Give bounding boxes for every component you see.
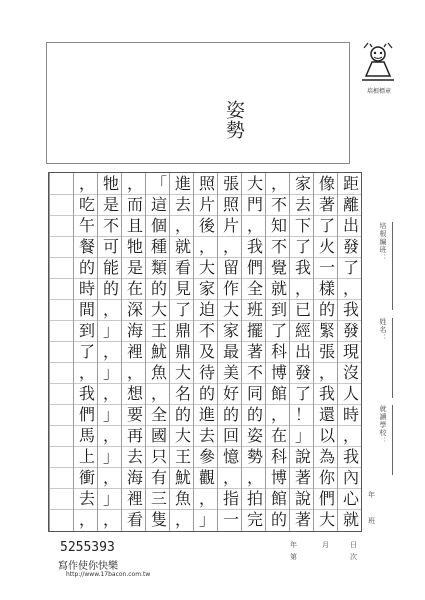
- grid-cell: 發: [294, 363, 311, 382]
- grid-cell: ，: [270, 405, 287, 424]
- grid-cell: 我: [342, 300, 359, 319]
- grid-cell: 」: [102, 489, 119, 508]
- grid-cell: 時: [342, 405, 359, 424]
- grid-cell: 作: [222, 279, 239, 298]
- grid-cell: 是: [126, 258, 143, 277]
- grid-cell: 魷: [150, 342, 167, 361]
- grid-column: [145, 173, 169, 531]
- grid-cell: 的: [246, 405, 263, 424]
- grid-cell: 牠: [102, 174, 119, 193]
- grid-cell: 已: [294, 300, 311, 319]
- grid-cell: 就: [174, 237, 191, 256]
- grid-cell: 了: [174, 300, 191, 319]
- grid-cell: 門: [246, 195, 263, 214]
- class-field-label: 培根編班：: [379, 222, 387, 262]
- grid-cell: 類: [150, 258, 167, 277]
- grid-cell: 你: [318, 468, 335, 487]
- grid-cell: ，: [126, 174, 143, 193]
- grid-cell: 三: [150, 489, 167, 508]
- grid-cell: ，: [102, 468, 119, 487]
- grid-cell: 的: [318, 300, 335, 319]
- grid-cell: 好: [222, 384, 239, 403]
- grid-cell: 科: [270, 447, 287, 466]
- grid-cell: ，: [78, 510, 95, 529]
- class-label: 班: [368, 517, 375, 525]
- grid-cell: 一: [318, 258, 335, 277]
- grid-cell: 看: [126, 510, 143, 529]
- grid-cell: ，: [294, 279, 311, 298]
- grid-cell: 進: [174, 174, 191, 193]
- grid-cell: 去: [174, 195, 191, 214]
- grid-cell: 隻: [150, 510, 167, 529]
- grid-cell: 只: [150, 447, 167, 466]
- grid-cell: 馬: [78, 426, 95, 445]
- grid-cell: 到: [78, 321, 95, 340]
- grid-column: [289, 173, 313, 531]
- grid-cell: 」: [102, 405, 119, 424]
- grid-cell: 還: [318, 405, 335, 424]
- grid-column: [169, 173, 193, 531]
- grid-cell: 發: [342, 237, 359, 256]
- grid-cell: ，: [102, 510, 119, 529]
- grid-cell: 是: [102, 195, 119, 214]
- footer-mark-month: 月: [322, 541, 329, 549]
- grid-cell: 不: [198, 321, 215, 340]
- grid-cell: 以: [318, 426, 335, 445]
- grid-cell: 見: [174, 279, 191, 298]
- grid-cell: 不: [270, 195, 287, 214]
- grid-cell: 大: [174, 426, 191, 445]
- grid-cell: 在: [126, 279, 143, 298]
- grid-cell: 去: [78, 489, 95, 508]
- grid-cell: 在: [270, 426, 287, 445]
- grid-cell: 美: [222, 363, 239, 382]
- footer-mark-index: 第: [290, 553, 297, 561]
- grid-cell: 發: [342, 321, 359, 340]
- grid-cell: 我: [246, 237, 263, 256]
- grid-cell: 館: [270, 384, 287, 403]
- grid-cell: 著: [294, 468, 311, 487]
- grid-cell: 」: [102, 321, 119, 340]
- grid-cell: 及: [198, 342, 215, 361]
- grid-cell: 的: [198, 384, 215, 403]
- grid-column: [121, 173, 145, 531]
- grid-cell: 不: [270, 237, 287, 256]
- grid-column: [193, 173, 217, 531]
- grid-cell: 去: [198, 426, 215, 445]
- grid-column: [73, 173, 97, 531]
- grid-cell: [53, 507, 73, 533]
- grid-cell: 能: [102, 258, 119, 277]
- grid-cell: 」: [102, 363, 119, 382]
- grid-cell: ，: [222, 237, 239, 256]
- title-frame: [46, 42, 350, 164]
- grid-cell: 姿: [246, 426, 263, 445]
- grid-cell: 想: [126, 384, 143, 403]
- footer-mark-year: 年: [290, 541, 297, 549]
- grid-cell: 可: [102, 237, 119, 256]
- grid-cell: 國: [150, 426, 167, 445]
- grid-cell: 進: [198, 405, 215, 424]
- grid-cell: 裡: [126, 489, 143, 508]
- grid-cell: 餐: [78, 237, 95, 256]
- grid-cell: ，: [126, 363, 143, 382]
- grid-cell: ，: [342, 279, 359, 298]
- grid-cell: 留: [222, 258, 239, 277]
- grid-cell: 心: [342, 489, 359, 508]
- grid-cell: 現: [342, 342, 359, 361]
- grid-cell: 鼎: [174, 321, 191, 340]
- grid-cell: ，: [342, 426, 359, 445]
- grid-cell: ，: [318, 363, 335, 382]
- grid-cell: 王: [150, 321, 167, 340]
- grid-cell: 說: [294, 447, 311, 466]
- grid-cell: 了: [294, 237, 311, 256]
- grid-cell: ，: [78, 174, 95, 193]
- grid-cell: 的: [150, 279, 167, 298]
- grid-cell: 指: [222, 489, 239, 508]
- grid-cell: 們: [318, 489, 335, 508]
- grid-cell: ，: [102, 342, 119, 361]
- grid-cell: 大: [222, 300, 239, 319]
- grid-cell: 完: [246, 510, 263, 529]
- grid-column: [49, 173, 73, 531]
- grid-cell: 看: [174, 258, 191, 277]
- grid-cell: 這: [150, 195, 167, 214]
- grid-cell: 博: [270, 468, 287, 487]
- grid-cell: 張: [222, 174, 239, 193]
- grid-cell: 大: [198, 258, 215, 277]
- grid-cell: 為: [318, 447, 335, 466]
- grid-cell: 樣: [318, 279, 335, 298]
- grid-column: [241, 173, 265, 531]
- grid-cell: 」: [198, 510, 215, 529]
- grid-cell: 了: [318, 216, 335, 235]
- school-field-line: [392, 405, 393, 475]
- grid-cell: 的: [222, 405, 239, 424]
- grid-cell: 王: [174, 447, 191, 466]
- footer-mark-times: 次: [350, 553, 357, 561]
- grid-cell: 著: [294, 510, 311, 529]
- grid-cell: 片: [222, 216, 239, 235]
- grid-cell: ，: [222, 468, 239, 487]
- grid-cell: 就: [270, 279, 287, 298]
- essay-title: 姿勢: [223, 100, 245, 140]
- grid-cell: 有: [150, 468, 167, 487]
- grid-cell: 了: [342, 258, 359, 277]
- grid-cell: 了: [294, 384, 311, 403]
- footer-mark-day: 日: [350, 541, 357, 549]
- grid-cell: 全: [150, 405, 167, 424]
- grid-cell: 片: [198, 195, 215, 214]
- grid-cell: 就: [342, 510, 359, 529]
- grid-cell: ，: [78, 363, 95, 382]
- grid-cell: 吃: [78, 195, 95, 214]
- grid-cell: 且: [126, 216, 143, 235]
- grid-cell: 的: [102, 279, 119, 298]
- logo-caption: 培根標章: [366, 88, 391, 95]
- grid-cell: 家: [294, 174, 311, 193]
- grid-cell: 拍: [246, 489, 263, 508]
- grid-column: [97, 173, 121, 531]
- grid-cell: 時: [78, 279, 95, 298]
- grid-cell: 我: [342, 447, 359, 466]
- grid-cell: 了: [270, 321, 287, 340]
- grid-cell: 我: [294, 258, 311, 277]
- grid-cell: 的: [270, 510, 287, 529]
- grid-cell: 照: [198, 174, 215, 193]
- grade-label: 年: [368, 491, 375, 499]
- grid-cell: 沒: [342, 363, 359, 382]
- grid-cell: 火: [318, 237, 335, 256]
- grid-cell: 大: [150, 300, 167, 319]
- grid-cell: ，: [246, 216, 263, 235]
- grid-cell: 名: [174, 384, 191, 403]
- grid-cell: 大: [174, 363, 191, 382]
- grid-cell: 觀: [198, 468, 215, 487]
- school-field-label: 就讀學校：: [379, 405, 387, 445]
- grid-cell: 種: [150, 237, 167, 256]
- grid-cell: 經: [294, 321, 311, 340]
- grid-cell: 擺: [246, 321, 263, 340]
- grid-cell: 憶: [222, 447, 239, 466]
- grid-column: [265, 173, 289, 531]
- grid-cell: 不: [246, 363, 263, 382]
- grid-cell: ，: [246, 468, 263, 487]
- grid-cell: 「: [150, 174, 167, 193]
- grid-cell: 下: [294, 216, 311, 235]
- grid-cell: 」: [102, 447, 119, 466]
- grid-cell: 到: [270, 300, 287, 319]
- grid-cell: 的: [174, 405, 191, 424]
- grid-cell: 最: [222, 342, 239, 361]
- grid-cell: 內: [342, 468, 359, 487]
- grid-cell: 而: [126, 195, 143, 214]
- grid-cell: 裡: [126, 342, 143, 361]
- grid-cell: 牠: [126, 237, 143, 256]
- writing-grid: [48, 172, 362, 532]
- grid-cell: 我: [78, 384, 95, 403]
- grid-cell: 大: [318, 510, 335, 529]
- slogan: 寫作使你快樂: [58, 561, 118, 572]
- serial-number: 5255393: [60, 540, 115, 555]
- grid-cell: ，: [174, 216, 191, 235]
- grid-cell: 參: [198, 447, 215, 466]
- grid-cell: 迫: [198, 300, 215, 319]
- grid-cell: 博: [270, 363, 287, 382]
- grid-cell: 海: [126, 321, 143, 340]
- grid-cell: 家: [198, 279, 215, 298]
- bacon-logo-icon: [358, 40, 398, 84]
- grid-cell: 去: [294, 195, 311, 214]
- grid-cell: 衝: [78, 468, 95, 487]
- grid-cell: ，: [102, 426, 119, 445]
- grid-cell: 間: [78, 300, 95, 319]
- grid-column: [337, 173, 361, 531]
- grid-cell: 離: [342, 195, 359, 214]
- grid-cell: 班: [246, 300, 263, 319]
- grid-cell: 大: [246, 174, 263, 193]
- grid-cell: 緊: [318, 321, 335, 340]
- grid-cell: 午: [78, 216, 95, 235]
- grid-cell: ，: [270, 174, 287, 193]
- grid-cell: 深: [126, 300, 143, 319]
- grid-cell: 館: [270, 489, 287, 508]
- name-field-label: 姓名：: [379, 318, 387, 342]
- grid-column: [313, 173, 337, 531]
- grid-cell: 說: [294, 489, 311, 508]
- grid-cell: 著: [318, 195, 335, 214]
- grid-cell: 個: [150, 216, 167, 235]
- grid-cell: ，: [198, 237, 215, 256]
- grid-cell: 不: [102, 216, 119, 235]
- grid-cell: 出: [294, 342, 311, 361]
- grid-cell: 」: [294, 426, 311, 445]
- grid-cell: 科: [270, 342, 287, 361]
- grid-cell: 了: [78, 342, 95, 361]
- grid-cell: 著: [246, 342, 263, 361]
- grid-cell: 再: [126, 426, 143, 445]
- grid-cell: ，: [174, 510, 191, 529]
- name-field-line: [392, 318, 393, 398]
- grid-cell: 魚: [150, 363, 167, 382]
- grid-cell: 們: [246, 258, 263, 277]
- grid-cell: 海: [126, 468, 143, 487]
- grid-column: [217, 173, 241, 531]
- grid-cell: 照: [222, 195, 239, 214]
- grid-cell: 上: [78, 447, 95, 466]
- grid-cell: ，: [150, 384, 167, 403]
- grid-cell: 出: [342, 216, 359, 235]
- grid-cell: ！: [294, 405, 311, 424]
- grid-cell: 勢: [246, 447, 263, 466]
- grid-cell: 覺: [270, 258, 287, 277]
- grid-cell: 知: [270, 216, 287, 235]
- grid-cell: 我: [318, 384, 335, 403]
- grid-cell: 回: [222, 426, 239, 445]
- class-field-line: [392, 222, 393, 310]
- grid-cell: 魚: [174, 489, 191, 508]
- grid-cell: 同: [246, 384, 263, 403]
- grid-cell: ，: [102, 384, 119, 403]
- grid-cell: 像: [318, 174, 335, 193]
- website-url: http://www.17bacon.com.tw: [66, 571, 151, 578]
- grid-cell: 的: [78, 258, 95, 277]
- grid-cell: ，: [102, 300, 119, 319]
- grid-cell: 距: [342, 174, 359, 193]
- grid-cell: 去: [126, 447, 143, 466]
- grid-cell: 待: [198, 363, 215, 382]
- grid-cell: 家: [222, 321, 239, 340]
- grid-cell: 魷: [174, 468, 191, 487]
- grid-cell: 人: [342, 384, 359, 403]
- grid-cell: 全: [246, 279, 263, 298]
- grid-cell: 鼎: [174, 342, 191, 361]
- grid-cell: 張: [318, 342, 335, 361]
- grid-cell: 後: [198, 216, 215, 235]
- grid-cell: ，: [198, 489, 215, 508]
- grid-cell: 要: [126, 405, 143, 424]
- grid-cell: 們: [78, 405, 95, 424]
- grid-cell: 一: [222, 510, 239, 529]
